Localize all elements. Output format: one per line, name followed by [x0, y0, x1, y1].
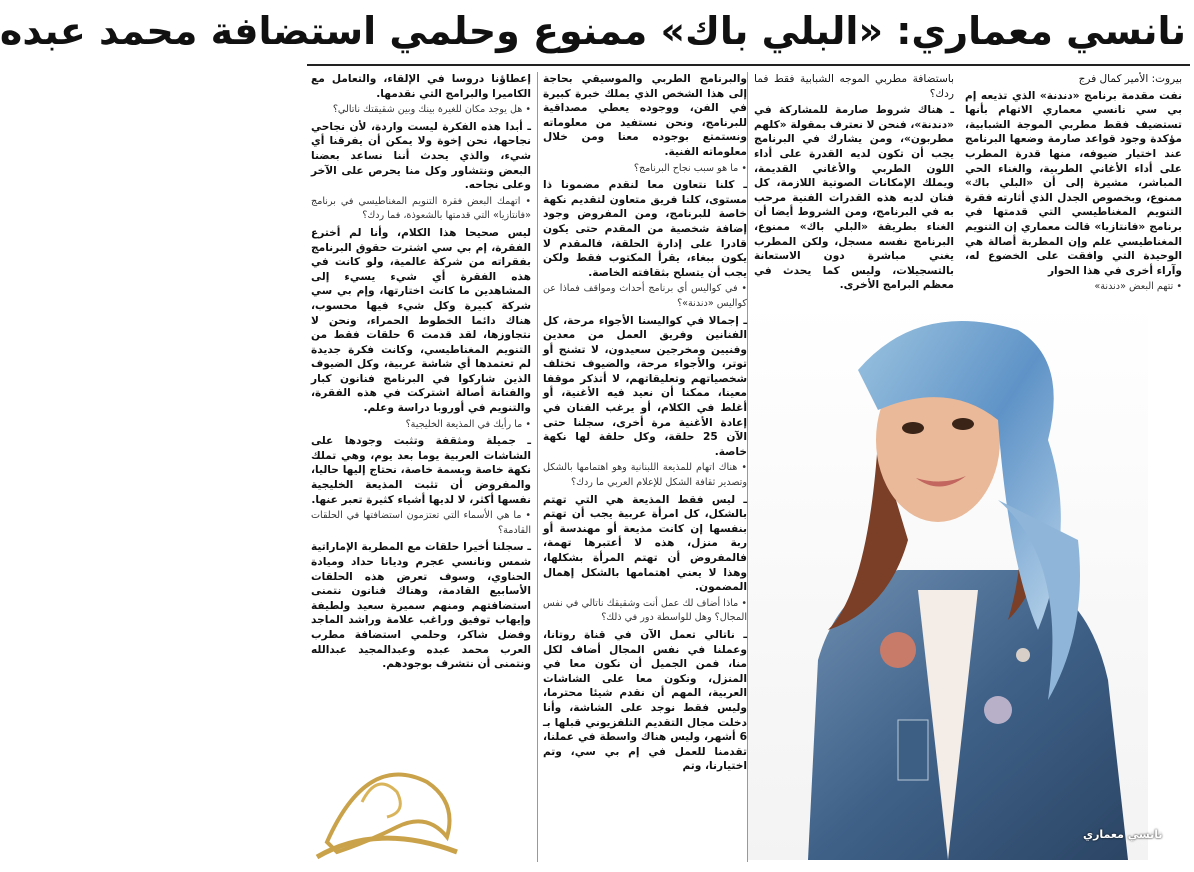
interview-question: • هناك اتهام للمذيعة اللبنانية وهو اهتمامها بالشكل وتصدير ثقافة الشكل للإعلام العربي ما ردك؟	[543, 462, 747, 489]
interview-question: • ما هو سبب نجاح البرنامج؟	[633, 162, 747, 174]
interview-question: • في كواليس أي برنامج أحداث ومواقف فماذا عن كواليس «دندنة»؟	[543, 283, 747, 309]
portrait-photo	[748, 300, 1148, 860]
paragraph: باستضافة مطربي الموجه الشبابية فقط فما ردك؟	[754, 73, 954, 100]
headline: نانسي معماري: «البلي باك» ممنوع وحلمي استضافة محمد عبده	[0, 9, 1186, 53]
paragraph: ـ سجلنا أخيرا حلقات مع المطربة الإماراتية شمس ونانسي عجرم وديانا حداد وميادة الحناوي، وسوف تعرض هذه الحلقات الأسابيع القادمة، وهناك فنانون نتمنى استضافتهم ومنهم سميرة سعيد ولطيفة وإيهاب توفيق وراغب علامة وراشد الماجد وفضل شاكر، وحلمي استضافة مطرب العرب محمد عبده وعبدالمجيد عبدالله ونتمنى أن نتشرف بوجودهم.	[311, 541, 531, 671]
alrasheed-logo	[307, 742, 467, 867]
column-1-body	[965, 89, 1182, 295]
interview-question: • اتهمك البعض فقرة التنويم المغناطيسي في برنامج «فانتازيا» التي قدمتها بالشعوذة، فما ردك؟	[311, 195, 531, 222]
paragraph: نفت مقدمة برنامج «دندنة» الذي تذيعه إم بي سي نانسي معماري الاتهام بأنها تستضيف فقط مطربي الموجة الشبابية، مؤكدة وجود قواعد صارمة وضعها البرنامج عند اختيار ضيوفه، منها قدرة المطرب على أداء الأغاني الطربية، والغناء الحي المباشر، مشيرة إلى أن «البلي باك» ممنوع، وبخصوص الجدل الذي أثارته فقرة التنويم المغناطيسي التي قدمتها في برنامج «فانتازيا» قالت معماري إن التنويم المغناطيسي علم وإن المطربة أصالة هي الوحيدة التي وافقت على الخضوع له، وآراء أخرى في هذا الحوار	[965, 89, 1182, 277]
paragraph: ـ جميلة ومثقفة وتثبت وجودها على الشاشات العربية يوما بعد يوم، وهي تملك نكهة خاصة وبسمة خاصة، نحتاج إليها حاليا، والمفروض أن تثبت المذيعة الخليجية نفسها أكثر، لا لديها أشياء كثيرة تعبر عنها.	[311, 435, 531, 506]
interview-question: • ما هي الأسماء التي تعتزمون استضافتها في الحلقات القادمة؟	[311, 510, 531, 536]
photo-caption: نانسي معماري	[1083, 828, 1163, 841]
byline: بيروت: الأمير كمال فرج	[1078, 73, 1182, 85]
column-2	[754, 72, 954, 307]
paragraph: ـ هناك شروط صارمة للمشاركة في «دندنة»، فنحن لا نعترف بمقولة «كلهم مطربون»، ومن يشارك في البرنامج يجب أن تكون لديه القدرة على أداء اللون الطربي والأغاني القديمة، ويملك الإمكانات الصوتية اللازمة، كل فنان لديه هذه القدرات الفنية مرحب به في البرنامج، ومن الشروط أيضا أن الغناء بطريقة «البلي باك» ممنوع، البرنامج نفسه مسجل، ولكن المطرب يغني مباشرة دون الاستعانة بالتسجيلات، وليس كما يحدث في معظم البرامج الأخرى.	[754, 104, 954, 292]
interview-question: • هل يوجد مكان للغيرة بينك وبين شقيقتك ناتالي؟	[332, 104, 531, 116]
paragraph: ـ ناتالي تعمل الآن في قناة روتانا، وعملنا في نفس المجال أضاف لكل منا، فمن الجميل أن نكون معا في المنزل، ونكون معا على الشاشات العربية، المهم أن نقدم شيئا محترما، وليس فقط نوجد على الشاشة، وأنا دخلت مجال التقديم التلفزيوني قبلها بـ 6 أشهر، وليس هناك واسطة في عملنا، تقدمنا للعمل في إم بي سي، وتم اختيارنا، وتم	[543, 628, 747, 773]
headline-rule	[307, 64, 1190, 66]
paragraph: ـ إجمالا في كواليسنا الأجواء مرحة، كل الفنانين وفريق العمل من معدين وفنيين ومخرجين سعيدون، لا تشنج أو توتر، والأجواء مرحة، والضيوف تختلف شخصياتهم وتعليقاتهم، لا أتذكر موقفا معينا، ممكنا أن نعيد فيه الأغنية، أو أغلط في الكلام، أو يرغب الفنان في إعادة الأغنية مرة أخرى، سجلنا حتى الآن 25 حلقة، وكل حلقة لها نكهة خاصة.	[543, 314, 747, 458]
paragraph: ـ كلنا نتعاون معا لنقدم مضمونا ذا مستوى، كلنا فريق متعاون لتقديم نكهة خاصة للبرنامج، ومن المفروض وجود إضافة شخصية من المقدم حتى يكون قادرا على إدارة الحلقة، فالمقدم لا يكون ببغاء، يقرأ المكتوب فقط ولكن يجب أن يتسلح بثقافته الخاصة.	[543, 179, 747, 279]
interview-question: • تتهم البعض «دندنة»	[1094, 281, 1182, 293]
paragraph: ـ ليس فقط المذيعة هي التي تهتم بالشكل، كل امرأة عربية يجب أن تهتم بنفسها إن كانت مذيعة أو مهندسة أو ربة منزل، هذه لا أعتبرها تهمة، فالمفروض أن تهتم المرأة بشكلها، وهذا لا يعني اهتمامها بالشكل إهمال المضمون.	[543, 493, 747, 594]
paragraph: إعطاؤنا دروسا في الإلقاء، والتعامل مع الكاميرا والبرامج التي نقدمها.	[311, 73, 531, 100]
paragraph: ليس صحيحا هذا الكلام، وأنا لم أخترع الفقرة، إم بي سي اشترت حقوق البرنامج بفقراته من شركة عالمية، ولو كانت في هذه الفقرة أي شيء يسيء إلى المشاهدين ما كانت اختارتها، وإم بي سي شركة كبيرة وكل شيء فيها محسوب، هناك دائما الخطوط الحمراء، ونحن لا نتجاوزها، لقد قدمت 6 حلقات فقط من التنويم المغناطيسي، وكانت فكرة جديدة لم تعتمدها أي شاشة عربية، وكل الضيوف الذين شاركوا في البرنامج فنانون كبار والفنانة أصالة اشتركت في هذه الفقرة، والتنويم في أوروبا دراسة وعلم.	[311, 226, 531, 415]
paragraph: ـ أبدا هذه الفكرة ليست واردة، لأن نجاحي نجاحها، نحن إخوة ولا يمكن أن يفرقنا أي شيء، والذي يحدث أننا نساعد بعضنا البعض ونتشاور وكل منا يحرص على الآخر وعلى نجاحه.	[311, 120, 531, 192]
interview-question: • ماذا أضاف لك عمل أنت وشقيقك ناتالي في نفس المجال؟ وهل للواسطة دور في ذلك؟	[543, 597, 747, 624]
interview-question: • ما رأيك في المذيعة الخليجية؟	[405, 418, 531, 430]
paragraph: والبرنامج الطربي والموسيقي بحاجة إلى هذا الشخص الذي يملك خبرة كبيرة في الفن، ووجوده يعطي مصداقية للبرنامج، ونحن نستفيد من معلوماته ونستمتع بوجوده معنا ومن خلال معلوماته الفنية.	[543, 73, 747, 158]
column-3	[543, 72, 747, 862]
column-divider	[537, 72, 538, 862]
